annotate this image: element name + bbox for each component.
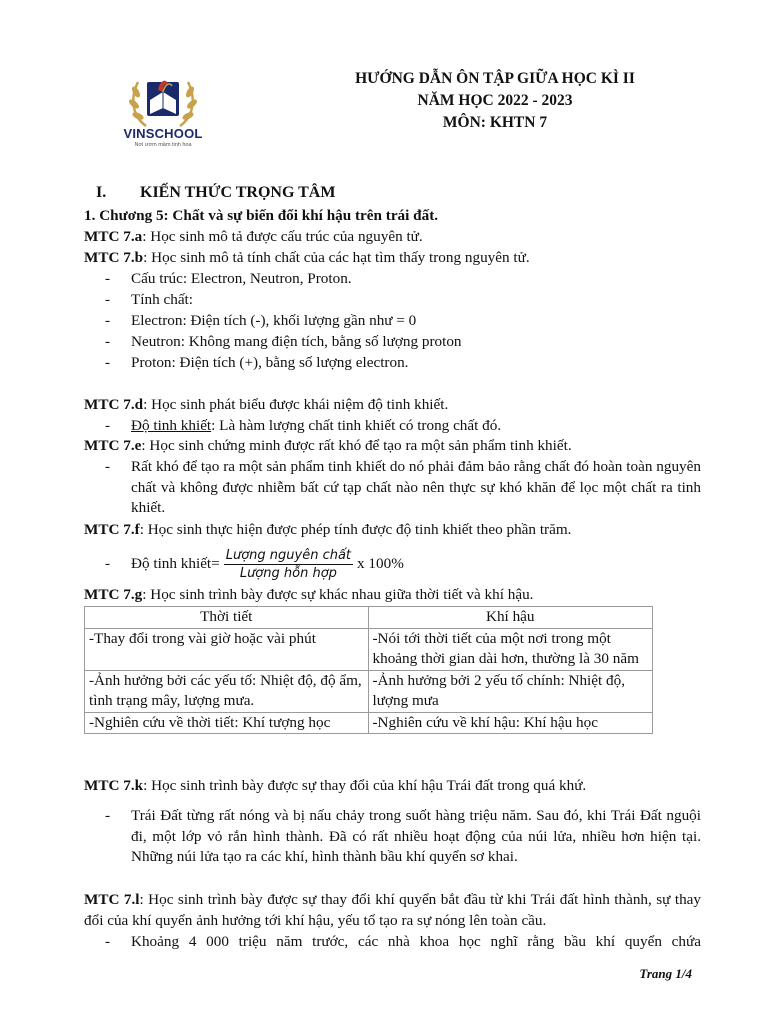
formula-multiplier: x 100% xyxy=(357,554,404,572)
list-item: - Electron: Điện tích (-), khối lượng gần như = 0 xyxy=(105,312,417,329)
table-cell: -Nói tới thời tiết của một nơi trong một khoảng thời gian dài hơn, thường là 30 năm xyxy=(368,628,653,670)
table-header-cell: Thời tiết xyxy=(85,607,369,629)
mtc-e-text: : Học sinh chứng minh được rất khó để tạo ra một sản phẩm tinh khiết. xyxy=(141,437,572,454)
page-number: Trang 1/4 xyxy=(639,966,692,981)
doc-subject: MÔN: KHTN 7 xyxy=(442,114,548,131)
table-cell: -Nghiên cứu về thời tiết: Khí tượng học xyxy=(85,712,369,734)
table-cell: -Ảnh hưởng bởi các yếu tố: Nhiệt độ, độ ẩm, tình trạng mây, lượng mưa. xyxy=(85,670,369,712)
mtc-f-text: : Học sinh thực hiện được phép tính được độ tinh khiết theo phần trăm. xyxy=(139,521,572,538)
mtc-f xyxy=(84,521,571,539)
table-cell: -Ảnh hưởng bởi 2 yếu tố chính: Nhiệt độ, lượng mưa xyxy=(368,670,653,712)
mtc-g-code: MTC 7.g xyxy=(84,586,143,603)
vinschool-logo xyxy=(118,70,208,154)
table-header-cell: Khí hậu xyxy=(368,607,653,629)
list-item: - Độ tinh khiết: Là hàm lượng chất tinh khiết có trong chất đó. xyxy=(105,417,502,434)
logo-tagline: Nơi ươm mầm tinh hoa xyxy=(134,142,192,148)
list-item: - Cấu trúc: Electron, Neutron, Proton. xyxy=(105,270,352,287)
mtc-l-code: MTC 7.l xyxy=(84,891,140,908)
mtc-f-code: MTC 7.f xyxy=(84,521,140,538)
mtc-g xyxy=(84,586,533,604)
section-heading xyxy=(84,184,335,202)
mtc-g-text: : Học sinh trình bày được sự khác nhau giữa thời tiết và khí hậu. xyxy=(142,586,534,603)
mtc-b xyxy=(84,249,530,267)
mtc-l-text: : Học sinh trình bày được sự thay đổi khí quyển bắt đầu từ khi Trái đất hình thành, sự thay đổi của khí quyển ảnh hưởng tới khí hậu, yếu tố tạo ra sự nóng lên toàn cầu. xyxy=(84,891,701,929)
weather-climate-table xyxy=(84,606,653,734)
mtc-k-text: : Học sinh trình bày được sự thay đổi của khí hậu Trái đất trong quá khứ. xyxy=(143,777,587,794)
mtc-l xyxy=(84,890,701,931)
mtc-e-code: MTC 7.e xyxy=(84,437,142,454)
table-cell: -Nghiên cứu về khí hậu: Khí hậu học xyxy=(368,712,653,734)
table-header-row xyxy=(85,607,653,629)
list-item: - Khoảng 4 000 triệu năm trước, các nhà khoa học nghĩ rằng bầu khí quyển chứa xyxy=(105,933,701,950)
table-cell: -Thay đổi trong vài giờ hoặc vài phút xyxy=(85,628,369,670)
formula-fraction xyxy=(224,548,353,581)
formula-label: Độ tinh khiết= xyxy=(131,554,220,572)
list-item: - Proton: Điện tích (+), bằng số lượng electron. xyxy=(105,354,409,371)
list-item: - Rất khó để tạo ra một sản phẩm tinh khiết do nó phải đảm bảo rằng chất đó hoàn toàn nguyên chất và không được nhiễm bất cứ tạp chất nào nên thực sự khó khăn để lọc một chất ra tinh khiết. xyxy=(105,458,701,517)
logo-brand: VINSCHOOL xyxy=(123,126,203,141)
mtc-k-code: MTC 7.k xyxy=(84,777,144,794)
list-item: - Neutron: Không mang điện tích, bằng số lượng proton xyxy=(105,333,462,350)
mtc-a-text: : Học sinh mô tả được cấu trúc của nguyên tử. xyxy=(142,228,423,245)
mtc-d-text: : Học sinh phát biểu được khái niệm độ tinh khiết. xyxy=(143,396,449,413)
list-item: - Trái Đất từng rất nóng và bị nấu chảy trong suốt hàng triệu năm. Sau đó, khi Trái Đất nguội đi, một lớp vỏ rắn hình thành. Đã có rất nhiều hoạt động của núi lửa, nhiều hơn hiện tại. Những núi lửa tạo ra các khí, hình thành bầu khí quyển sơ khai. xyxy=(105,807,701,866)
mtc-b-code: MTC 7.b xyxy=(84,249,144,266)
mtc-d xyxy=(84,396,448,414)
purity-term: Độ tinh khiết xyxy=(131,417,212,434)
mtc-a xyxy=(84,228,423,246)
section-title: KIẾN THỨC TRỌNG TÂM xyxy=(140,184,336,201)
formula-denominator: Lượng hỗn hợp xyxy=(239,566,337,581)
purity-formula: - Độ tinh khiết= $\frac{\text{Lượng nguyên chất}}{\text{Lượng hỗn hợp}}$ x 100% xyxy=(105,548,404,581)
mtc-d-code: MTC 7.d xyxy=(84,396,144,413)
chapter-heading: 1. Chương 5: Chất và sự biến đổi khí hậu trên trái đất. xyxy=(84,207,439,224)
section-number: I. xyxy=(96,184,107,201)
mtc-a-code: MTC 7.a xyxy=(84,228,143,245)
doc-title: HƯỚNG DẪN ÔN TẬP GIỮA HỌC KÌ II xyxy=(355,70,635,87)
table-row xyxy=(85,670,653,712)
table-row xyxy=(85,712,653,734)
mtc-e xyxy=(84,437,572,455)
formula-numerator: Lượng nguyên chất xyxy=(225,548,352,563)
doc-year: NĂM HỌC 2022 - 2023 xyxy=(417,92,573,109)
laurel-book-icon xyxy=(118,70,208,130)
list-item: - Tính chất: xyxy=(105,291,193,308)
mtc-k xyxy=(84,777,586,795)
mtc-b-text: : Học sinh mô tả tính chất của các hạt tìm thấy trong nguyên tử. xyxy=(143,249,530,266)
table-row xyxy=(85,628,653,670)
